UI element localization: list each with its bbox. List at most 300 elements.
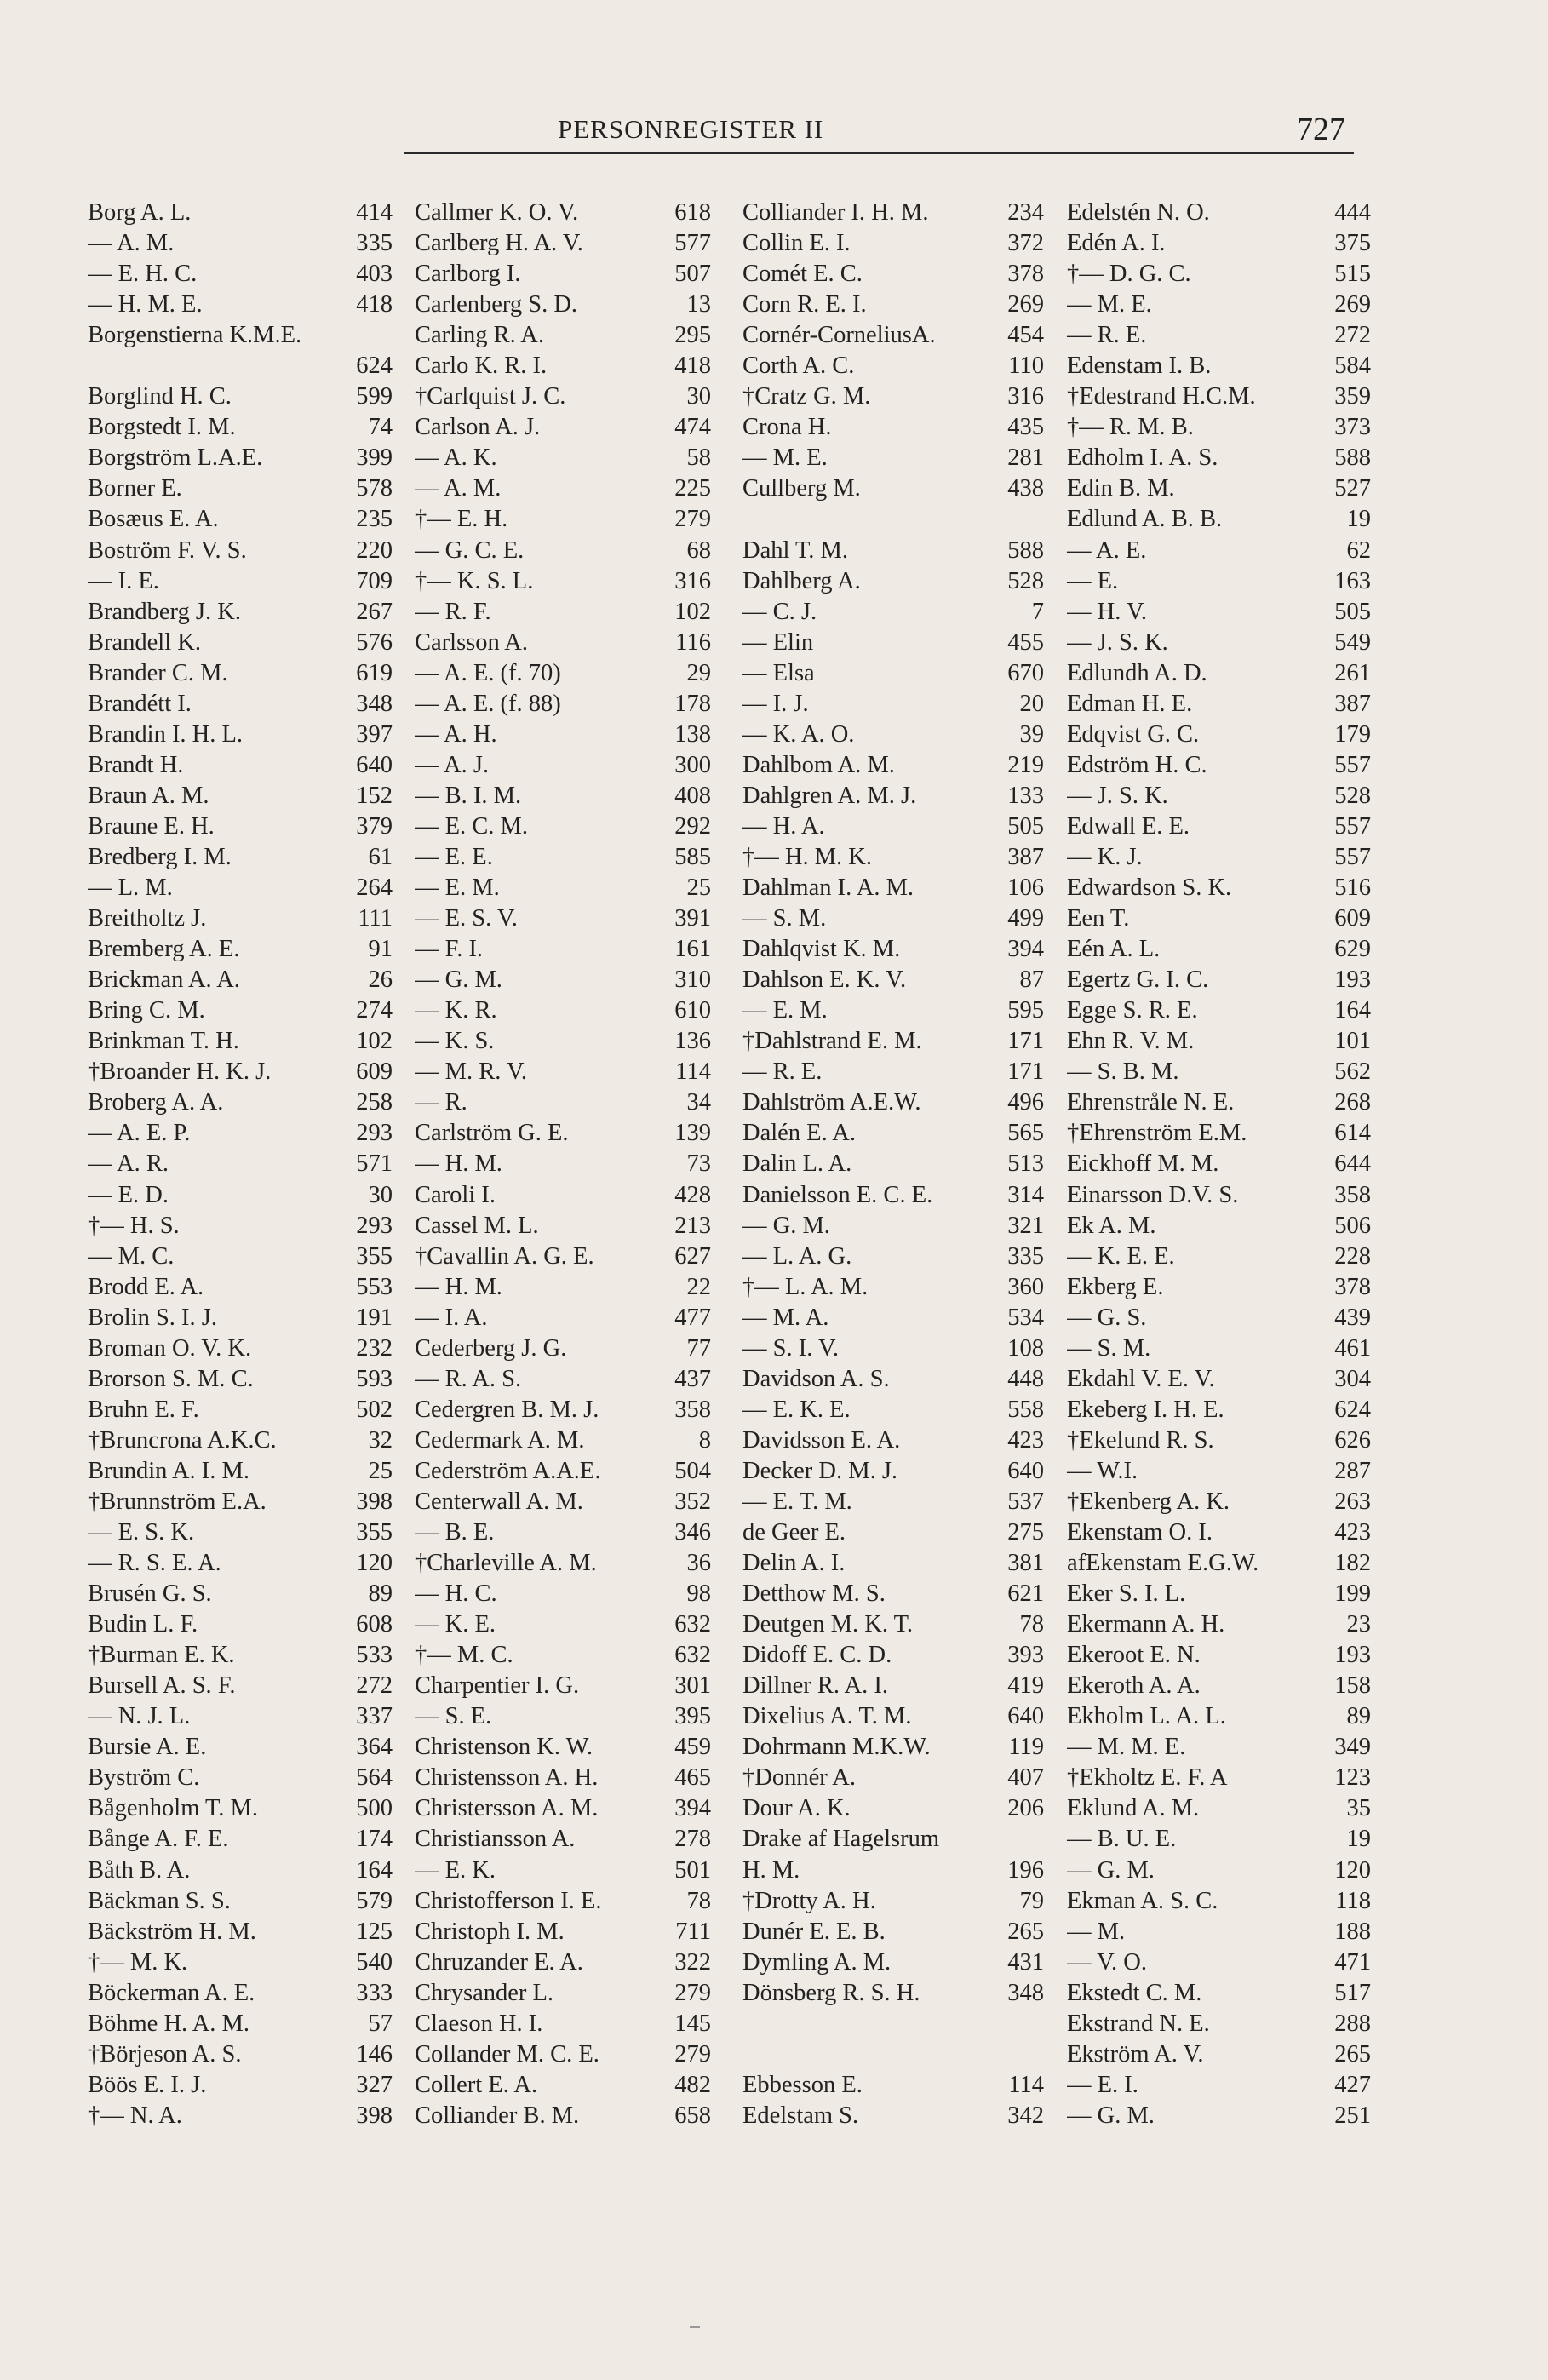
index-entry xyxy=(88,1701,393,1732)
index-entry xyxy=(88,504,393,535)
index-entry xyxy=(415,1579,711,1609)
entry-name: Ekeroth A. A. xyxy=(1067,1672,1201,1700)
entry-name: — H. C. xyxy=(415,1580,497,1608)
entry-page-ref: 265 xyxy=(1007,1918,1044,1945)
index-entry xyxy=(88,1026,393,1057)
index-entry xyxy=(742,2039,1044,2070)
index-entry xyxy=(1067,1487,1371,1517)
entry-page-ref: 188 xyxy=(1334,1918,1371,1945)
index-entry xyxy=(88,1364,393,1395)
entry-page-ref: 516 xyxy=(1334,875,1371,902)
entry-page-ref: 438 xyxy=(1007,475,1044,502)
index-entry xyxy=(1067,597,1371,628)
index-entry xyxy=(742,2101,1044,2131)
index-entry xyxy=(88,934,393,965)
index-entry xyxy=(742,1425,1044,1456)
index-entry xyxy=(88,1242,393,1272)
index-entry xyxy=(1067,1548,1371,1579)
entry-name: de Geer E. xyxy=(742,1519,846,1546)
entry-name: †Burman E. K. xyxy=(88,1642,235,1669)
index-entry xyxy=(88,2070,393,2101)
entry-name: Broman O. V. K. xyxy=(88,1334,252,1362)
entry-name: Cederberg J. G. xyxy=(415,1334,567,1362)
entry-name: Corn R. E. I. xyxy=(742,291,867,318)
entry-page-ref: 288 xyxy=(1334,2010,1371,2037)
index-entry xyxy=(1067,1886,1371,1917)
entry-page-ref: 593 xyxy=(356,1365,393,1392)
entry-page-ref: 316 xyxy=(1007,383,1044,410)
entry-name: Edqvist G. C. xyxy=(1067,720,1200,748)
entry-name: Cedergren B. M. J. xyxy=(415,1396,599,1423)
entry-page-ref: 499 xyxy=(1007,905,1044,932)
index-entry xyxy=(88,1640,393,1671)
entry-page-ref: 220 xyxy=(356,536,393,564)
index-entry xyxy=(88,720,393,750)
entry-page-ref: 428 xyxy=(674,1181,711,1208)
index-entry xyxy=(415,1732,711,1763)
entry-name: Ekstedt C. M. xyxy=(1067,1979,1202,2006)
index-entry xyxy=(742,1579,1044,1609)
entry-name: Böhme H. A. M. xyxy=(88,2010,250,2037)
entry-page-ref: 279 xyxy=(674,1979,711,2006)
entry-page-ref: 391 xyxy=(674,905,711,932)
entry-name: Brandberg J. K. xyxy=(88,598,241,625)
entry-page-ref: 507 xyxy=(674,261,711,288)
entry-name: Dour A. K. xyxy=(742,1795,851,1822)
entry-name: — E. M. xyxy=(742,997,828,1024)
entry-page-ref: 378 xyxy=(1007,261,1044,288)
entry-page-ref: 174 xyxy=(356,1826,393,1853)
index-entry xyxy=(88,903,393,934)
index-entry xyxy=(742,1333,1044,1364)
index-entry xyxy=(88,198,393,228)
entry-name: †— D. G. C. xyxy=(1067,261,1191,288)
index-entry xyxy=(742,443,1044,473)
entry-page-ref: 557 xyxy=(1334,843,1371,870)
index-entry xyxy=(415,473,711,504)
index-entry xyxy=(415,750,711,781)
entry-page-ref: 19 xyxy=(1346,506,1371,533)
index-entry xyxy=(742,198,1044,228)
entry-name: Edlund A. B. B. xyxy=(1067,506,1223,533)
entry-page-ref: 78 xyxy=(686,1887,711,1914)
index-entry xyxy=(88,443,393,473)
entry-page-ref: 7 xyxy=(1031,598,1044,625)
entry-page-ref: 23 xyxy=(1346,1611,1371,1638)
entry-name: Een T. xyxy=(1067,905,1130,932)
entry-name: — E. S. V. xyxy=(415,905,518,932)
entry-page-ref: 358 xyxy=(1334,1181,1371,1208)
entry-page-ref: 348 xyxy=(356,690,393,717)
index-entry xyxy=(415,1701,711,1732)
index-entry xyxy=(88,1671,393,1701)
entry-name: Christersson A. M. xyxy=(415,1795,599,1822)
index-entry xyxy=(88,689,393,720)
entry-page-ref: 26 xyxy=(368,966,393,994)
entry-page-ref: 355 xyxy=(356,1519,393,1546)
index-entry xyxy=(742,290,1044,320)
index-entry xyxy=(742,597,1044,628)
entry-page-ref: 348 xyxy=(1007,1979,1044,2006)
entry-page-ref: 423 xyxy=(1007,1426,1044,1454)
entry-page-ref: 281 xyxy=(1007,444,1044,472)
index-entry xyxy=(415,412,711,443)
index-entry xyxy=(415,1456,711,1487)
entry-name: Delin A. I. xyxy=(742,1550,846,1577)
entry-name: †— M. K. xyxy=(88,1948,188,1976)
index-entry xyxy=(742,1978,1044,2009)
index-entry xyxy=(742,1609,1044,1640)
entry-page-ref: 342 xyxy=(1007,2102,1044,2129)
index-entry xyxy=(88,1855,393,1886)
index-entry xyxy=(88,995,393,1026)
entry-name: — A. R. xyxy=(88,1150,169,1178)
entry-name: Ekholm L. A. L. xyxy=(1067,1703,1226,1730)
entry-page-ref: 502 xyxy=(356,1396,393,1423)
index-entry xyxy=(415,536,711,566)
index-entry xyxy=(742,1824,1044,1855)
entry-page-ref: 506 xyxy=(1334,1212,1371,1239)
index-entry xyxy=(1067,1579,1371,1609)
index-entry xyxy=(88,873,393,903)
index-entry xyxy=(1067,228,1371,259)
entry-page-ref: 564 xyxy=(356,1764,393,1792)
entry-name: — L. M. xyxy=(88,875,173,902)
entry-page-ref: 711 xyxy=(675,1918,711,1945)
entry-name: — H. M. xyxy=(415,1150,502,1178)
index-entry xyxy=(742,2070,1044,2101)
entry-name: †Charleville A. M. xyxy=(415,1550,597,1577)
entry-page-ref: 193 xyxy=(1334,966,1371,994)
entry-name: Bursell A. S. F. xyxy=(88,1672,236,1700)
index-entry xyxy=(742,1793,1044,1824)
index-entry xyxy=(742,1763,1044,1793)
index-entry xyxy=(88,1180,393,1211)
entry-page-ref: 36 xyxy=(686,1550,711,1577)
index-entry xyxy=(1067,1087,1371,1118)
index-entry xyxy=(742,259,1044,290)
entry-name: — H. M. E. xyxy=(88,291,203,318)
index-entry xyxy=(1067,1149,1371,1179)
index-entry xyxy=(742,689,1044,720)
entry-page-ref: 279 xyxy=(674,2040,711,2067)
entry-name: Dahlman I. A. M. xyxy=(742,875,914,902)
entry-page-ref: 30 xyxy=(686,383,711,410)
entry-page-ref: 358 xyxy=(674,1396,711,1423)
index-entry xyxy=(88,1456,393,1487)
entry-name: — G. M. xyxy=(415,966,502,994)
entry-name: — W.I. xyxy=(1067,1457,1138,1484)
index-entry xyxy=(1067,750,1371,781)
entry-page-ref: 133 xyxy=(1007,782,1044,809)
entry-name: Dahlgren A. M. J. xyxy=(742,782,917,809)
entry-name: †— H. M. K. xyxy=(742,843,873,870)
index-column-2 xyxy=(415,198,711,2131)
entry-page-ref: 557 xyxy=(1334,751,1371,778)
index-entry xyxy=(742,750,1044,781)
entry-page-ref: 624 xyxy=(1334,1396,1371,1423)
entry-name: — R. A. S. xyxy=(415,1365,522,1392)
entry-page-ref: 139 xyxy=(674,1120,711,1147)
entry-name: — C. J. xyxy=(742,598,817,625)
index-entry xyxy=(88,1917,393,1947)
entry-page-ref: 251 xyxy=(1334,2102,1371,2129)
index-entry xyxy=(415,1425,711,1456)
entry-page-ref: 588 xyxy=(1007,536,1044,564)
entry-name: Didoff E. C. D. xyxy=(742,1642,892,1669)
entry-page-ref: 540 xyxy=(356,1948,393,1976)
entry-page-ref: 579 xyxy=(356,1887,393,1914)
entry-page-ref: 25 xyxy=(368,1457,393,1484)
entry-page-ref: 419 xyxy=(1007,1672,1044,1700)
index-entry xyxy=(88,1057,393,1087)
entry-name: — G. S. xyxy=(1067,1304,1147,1331)
entry-page-ref: 171 xyxy=(1007,1028,1044,1055)
index-entry xyxy=(88,1303,393,1333)
entry-name: Carlenberg S. D. xyxy=(415,291,578,318)
index-entry xyxy=(1067,658,1371,689)
entry-page-ref: 459 xyxy=(674,1734,711,1761)
entry-page-ref: 335 xyxy=(1007,1242,1044,1270)
entry-page-ref: 454 xyxy=(1007,322,1044,349)
entry-name: Edman H. E. xyxy=(1067,690,1193,717)
entry-page-ref: 120 xyxy=(1334,1856,1371,1884)
index-entry xyxy=(742,2009,1044,2039)
entry-page-ref: 448 xyxy=(1007,1365,1044,1392)
entry-page-ref: 670 xyxy=(1007,659,1044,686)
index-entry xyxy=(1067,198,1371,228)
entry-page-ref: 110 xyxy=(1008,353,1044,380)
entry-page-ref: 403 xyxy=(356,261,393,288)
entry-name: Ekermann A. H. xyxy=(1067,1611,1225,1638)
entry-page-ref: 398 xyxy=(356,1488,393,1515)
entry-page-ref: 608 xyxy=(356,1611,393,1638)
entry-name: †Dahlstrand E. M. xyxy=(742,1028,922,1055)
entry-name: — L. A. G. xyxy=(742,1242,852,1270)
entry-name: Edén A. I. xyxy=(1067,230,1166,257)
entry-name: — E. I. xyxy=(1067,2071,1138,2098)
entry-name: — M. C. xyxy=(88,1242,175,1270)
entry-name: Claeson H. I. xyxy=(415,2010,543,2037)
entry-name: — R. E. xyxy=(1067,322,1147,349)
entry-name: Brorson S. M. C. xyxy=(88,1365,254,1392)
entry-page-ref: 528 xyxy=(1334,782,1371,809)
entry-page-ref: 261 xyxy=(1334,659,1371,686)
index-entry xyxy=(1067,1517,1371,1548)
entry-page-ref: 77 xyxy=(686,1334,711,1362)
index-entry xyxy=(1067,1180,1371,1211)
entry-page-ref: 571 xyxy=(356,1150,393,1178)
entry-page-ref: 161 xyxy=(674,936,711,963)
entry-page-ref: 13 xyxy=(686,291,711,318)
entry-page-ref: 558 xyxy=(1007,1396,1044,1423)
entry-page-ref: 152 xyxy=(356,782,393,809)
entry-page-ref: 394 xyxy=(674,1795,711,1822)
index-entry xyxy=(88,290,393,320)
index-entry xyxy=(742,1456,1044,1487)
index-entry xyxy=(742,1732,1044,1763)
entry-page-ref: 73 xyxy=(686,1150,711,1178)
index-entry xyxy=(742,1364,1044,1395)
index-entry xyxy=(742,934,1044,965)
entry-page-ref: 182 xyxy=(1334,1550,1371,1577)
index-entry xyxy=(415,381,711,412)
entry-name: — A. M. xyxy=(88,230,175,257)
index-entry xyxy=(1067,1763,1371,1793)
entry-name: H. M. xyxy=(742,1856,800,1884)
entry-name: — E. xyxy=(1067,567,1119,594)
entry-page-ref: 111 xyxy=(358,905,393,932)
entry-name: Bäckström H. M. xyxy=(88,1918,256,1945)
entry-page-ref: 138 xyxy=(674,720,711,748)
index-entry xyxy=(1067,320,1371,351)
entry-name: — S. M. xyxy=(1067,1334,1151,1362)
entry-name: Dahlson E. K. V. xyxy=(742,966,907,994)
entry-page-ref: 25 xyxy=(686,875,711,902)
index-entry xyxy=(88,628,393,658)
entry-page-ref: 504 xyxy=(674,1457,711,1484)
entry-name: Brandétt I. xyxy=(88,690,192,717)
entry-name: Ebbesson E. xyxy=(742,2071,863,2098)
index-entry xyxy=(415,259,711,290)
index-entry xyxy=(1067,473,1371,504)
entry-name: Cassel M. L. xyxy=(415,1212,539,1239)
entry-page-ref: 300 xyxy=(674,751,711,778)
running-head: PERSONREGISTER II xyxy=(558,114,824,144)
entry-name: Ekeroot E. N. xyxy=(1067,1642,1201,1669)
entry-page-ref: 517 xyxy=(1334,1979,1371,2006)
entry-name: Brusén G. S. xyxy=(88,1580,212,1608)
entry-name: — E. E. xyxy=(415,843,493,870)
entry-name: — M. A. xyxy=(742,1304,829,1331)
entry-page-ref: 136 xyxy=(674,1028,711,1055)
entry-page-ref: 418 xyxy=(356,291,393,318)
entry-page-ref: 395 xyxy=(674,1703,711,1730)
index-entry xyxy=(742,473,1044,504)
index-entry xyxy=(1067,2101,1371,2131)
index-entry xyxy=(1067,2070,1371,2101)
index-entry xyxy=(88,381,393,412)
entry-name: Callmer K. O. V. xyxy=(415,199,579,226)
index-entry xyxy=(1067,1242,1371,1272)
entry-page-ref: 164 xyxy=(356,1856,393,1884)
entry-name: — E. D. xyxy=(88,1181,169,1208)
index-entry xyxy=(1067,443,1371,473)
entry-name: — M. E. xyxy=(742,444,828,472)
index-entry xyxy=(88,1548,393,1579)
index-entry xyxy=(88,1978,393,2009)
entry-name: Ekström A. V. xyxy=(1067,2040,1204,2067)
entry-page-ref: 163 xyxy=(1334,567,1371,594)
entry-name: Borglind H. C. xyxy=(88,383,232,410)
index-entry xyxy=(415,1886,711,1917)
entry-name: Eklund A. M. xyxy=(1067,1795,1200,1822)
index-entry xyxy=(415,1824,711,1855)
index-entry xyxy=(742,1671,1044,1701)
index-entry xyxy=(1067,1057,1371,1087)
entry-name: †— N. A. xyxy=(88,2102,182,2129)
entry-name: — A. E. xyxy=(1067,536,1147,564)
entry-page-ref: 102 xyxy=(356,1028,393,1055)
entry-name: — G. M. xyxy=(1067,1856,1155,1884)
entry-name: Böös E. I. J. xyxy=(88,2071,207,2098)
entry-name: — B. I. M. xyxy=(415,782,522,809)
entry-name: — A. K. xyxy=(415,444,497,472)
index-entry xyxy=(88,965,393,995)
index-entry xyxy=(1067,259,1371,290)
entry-page-ref: 179 xyxy=(1334,720,1371,748)
index-entry xyxy=(1067,1793,1371,1824)
index-entry xyxy=(742,1087,1044,1118)
entry-page-ref: 632 xyxy=(674,1642,711,1669)
entry-page-ref: 407 xyxy=(1007,1764,1044,1792)
index-entry xyxy=(742,1149,1044,1179)
entry-page-ref: 333 xyxy=(356,1979,393,2006)
entry-page-ref: 293 xyxy=(356,1120,393,1147)
entry-name: — K. J. xyxy=(1067,843,1143,870)
entry-name: Colliander I. H. M. xyxy=(742,199,929,226)
entry-name: — B. E. xyxy=(415,1519,495,1546)
entry-name: — S. B. M. xyxy=(1067,1058,1179,1086)
page-number: 727 xyxy=(1297,112,1345,147)
index-entry xyxy=(742,842,1044,873)
entry-page-ref: 640 xyxy=(1007,1457,1044,1484)
entry-page-ref: 397 xyxy=(356,720,393,748)
entry-page-ref: 58 xyxy=(686,444,711,472)
entry-name: Comét E. C. xyxy=(742,261,863,288)
entry-name: Dalin L. A. xyxy=(742,1150,852,1178)
entry-name: Deutgen M. K. T. xyxy=(742,1611,914,1638)
entry-name: Edin B. M. xyxy=(1067,475,1175,502)
index-entry xyxy=(88,228,393,259)
index-entry xyxy=(88,597,393,628)
entry-page-ref: 39 xyxy=(1019,720,1044,748)
index-entry xyxy=(88,811,393,842)
index-entry xyxy=(1067,1456,1371,1487)
entry-name: Budin L. F. xyxy=(88,1611,198,1638)
index-entry xyxy=(415,1242,711,1272)
entry-page-ref: 629 xyxy=(1334,936,1371,963)
entry-name: — S. E. xyxy=(415,1703,492,1730)
entry-name: Bring C. M. xyxy=(88,997,205,1024)
entry-page-ref: 528 xyxy=(1007,567,1044,594)
index-entry xyxy=(742,536,1044,566)
index-entry xyxy=(742,1548,1044,1579)
entry-name: — J. S. K. xyxy=(1067,628,1168,656)
index-entry xyxy=(742,504,1044,535)
entry-name: Bosæus E. A. xyxy=(88,506,219,533)
entry-name: — E. H. C. xyxy=(88,261,198,288)
entry-name: †Drotty A. H. xyxy=(742,1887,876,1914)
entry-page-ref: 658 xyxy=(674,2102,711,2129)
entry-name: — R. E. xyxy=(742,1058,823,1086)
entry-name: — M. R. V. xyxy=(415,1058,527,1086)
entry-name: Braun A. M. xyxy=(88,782,209,809)
entry-name: Borgenstierna K.M.E. xyxy=(88,322,302,349)
entry-name: Borg A. L. xyxy=(88,199,192,226)
index-entry xyxy=(415,1763,711,1793)
index-entry xyxy=(415,1548,711,1579)
entry-page-ref: 618 xyxy=(674,199,711,226)
entry-page-ref: 423 xyxy=(1334,1519,1371,1546)
index-entry xyxy=(1067,1947,1371,1978)
index-entry xyxy=(1067,720,1371,750)
entry-name: Bursie A. E. xyxy=(88,1734,207,1761)
entry-name: Dalén E. A. xyxy=(742,1120,856,1147)
entry-name: Collin E. I. xyxy=(742,230,851,257)
index-entry xyxy=(415,781,711,811)
entry-name: Bäckman S. S. xyxy=(88,1887,231,1914)
